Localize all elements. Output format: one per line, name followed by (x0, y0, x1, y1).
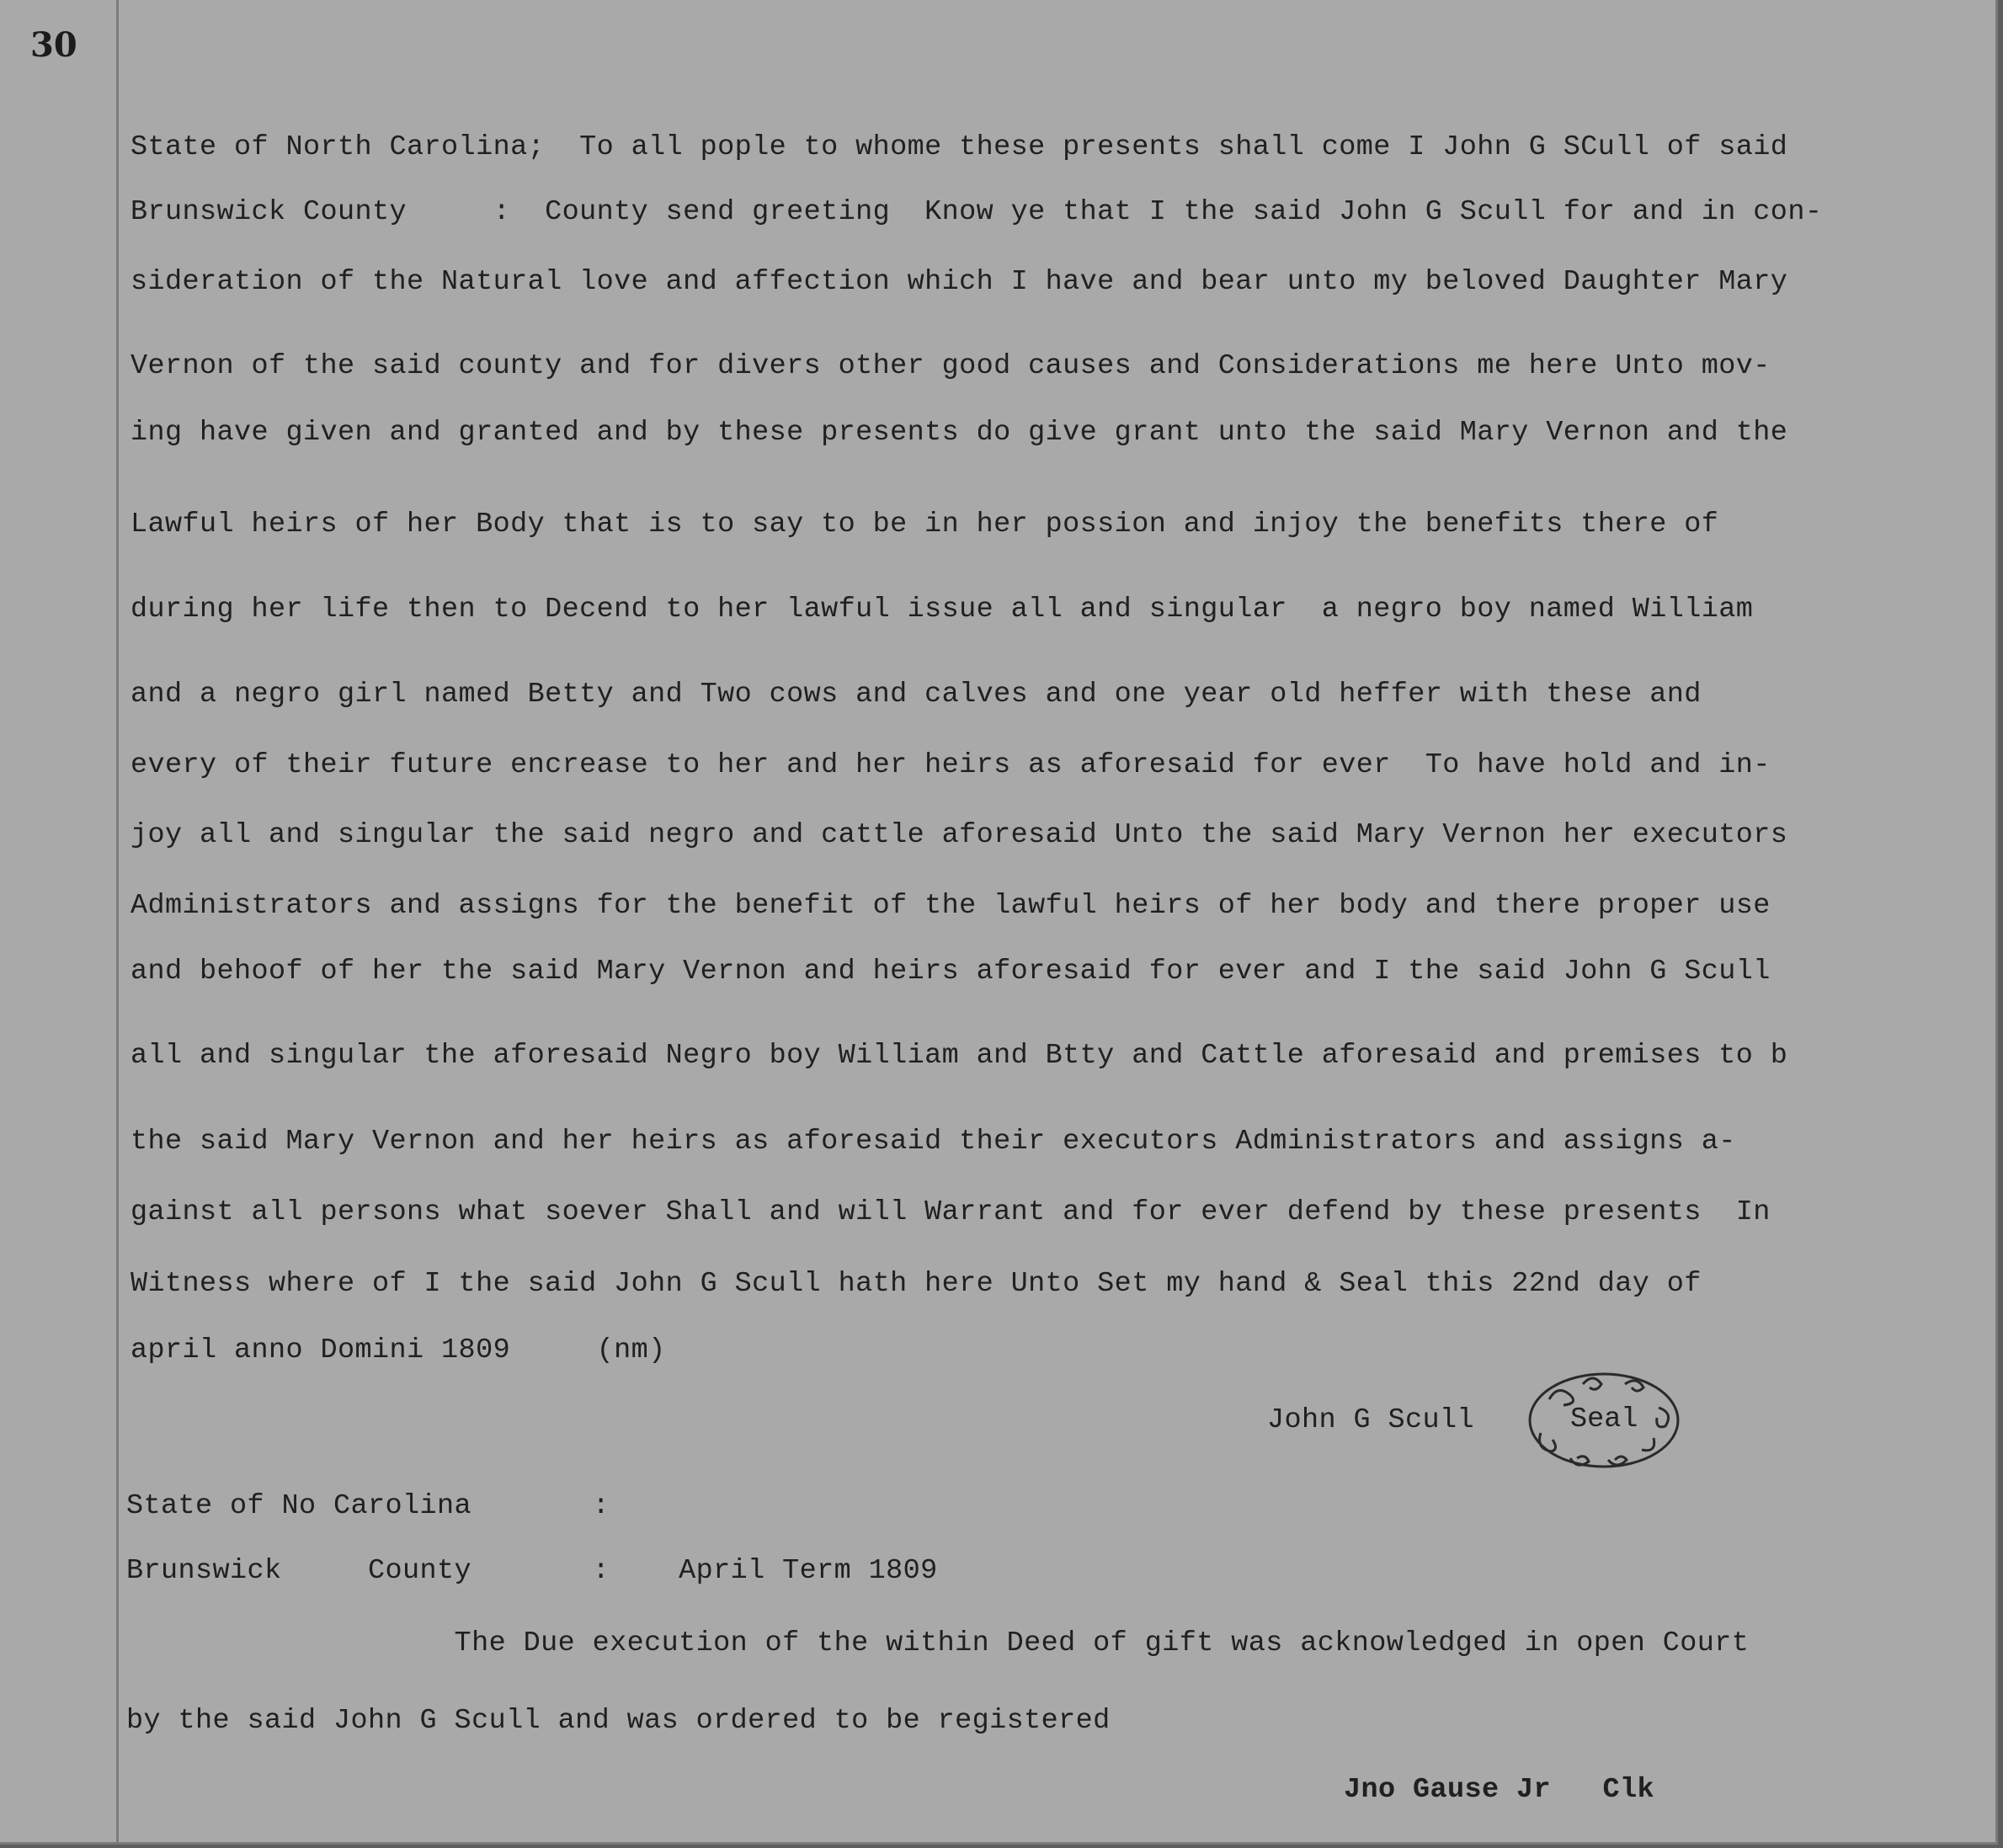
deed-line: Administrators and assigns for the benefit of the lawful heirs of her body and there proper use (131, 890, 1771, 922)
probate-line: The Due execution of the within Deed of gift was acknowledged in open Court (126, 1627, 1750, 1659)
deed-line: joy all and singular the said negro and cattle aforesaid Unto the said Mary Vernon her executors (131, 819, 1788, 851)
deed-line: Vernon of the said county and for divers other good causes and Considerations me here Unto mov- (131, 350, 1771, 382)
deed-line: gainst all persons what soever Shall and will Warrant and for ever defend by these presents In (131, 1196, 1771, 1228)
seal-label: Seal (1570, 1403, 1638, 1435)
deed-line: during her life then to Decend to her lawful issue all and singular a negro boy named William (131, 594, 1754, 626)
page-number: 30 (30, 25, 77, 65)
deed-line: Brunswick County : County send greeting Know ye that I the said John G Scull for and in con- (131, 196, 1823, 228)
margin-rule (116, 0, 119, 1842)
deed-line: and a negro girl named Betty and Two cows and calves and one year old heffer with these and (131, 679, 1702, 711)
deed-line: State of North Carolina; To all pople to whome these presents shall come I John G SCull of said (131, 131, 1788, 163)
deed-line: Lawful heirs of her Body that is to say to be in her possion and injoy the benefits there of (131, 509, 1719, 541)
probate-line: State of No Carolina : (126, 1490, 610, 1522)
deed-line: april anno Domini 1809 (nm) (131, 1334, 666, 1366)
deed-line: every of their future encrease to her and her heirs as aforesaid for ever To have hold and in- (131, 749, 1771, 781)
deed-line: sideration of the Natural love and affection which I have and bear unto my beloved Daughter Mary (131, 266, 1788, 298)
deed-line: the said Mary Vernon and her heirs as aforesaid their executors Administrators and assigns a- (131, 1126, 1736, 1158)
clerk-signature: Jno Gause Jr Clk (1344, 1774, 1655, 1806)
probate-line: Brunswick County : April Term 1809 (126, 1555, 938, 1587)
deed-line: ing have given and granted and by these presents do give grant unto the said Mary Vernon and the (131, 417, 1788, 449)
probate-line: by the said John G Scull and was ordered to be registered (126, 1705, 1111, 1737)
deed-line: Witness where of I the said John G Scull hath here Unto Set my hand & Seal this 22nd day of (131, 1268, 1702, 1300)
deed-line: all and singular the aforesaid Negro boy William and Btty and Cattle aforesaid and premises to b (131, 1040, 1788, 1072)
signature: John G Scull (1267, 1404, 1475, 1436)
deed-line: and behoof of her the said Mary Vernon and heirs aforesaid for ever and I the said John G Scull (131, 956, 1771, 988)
